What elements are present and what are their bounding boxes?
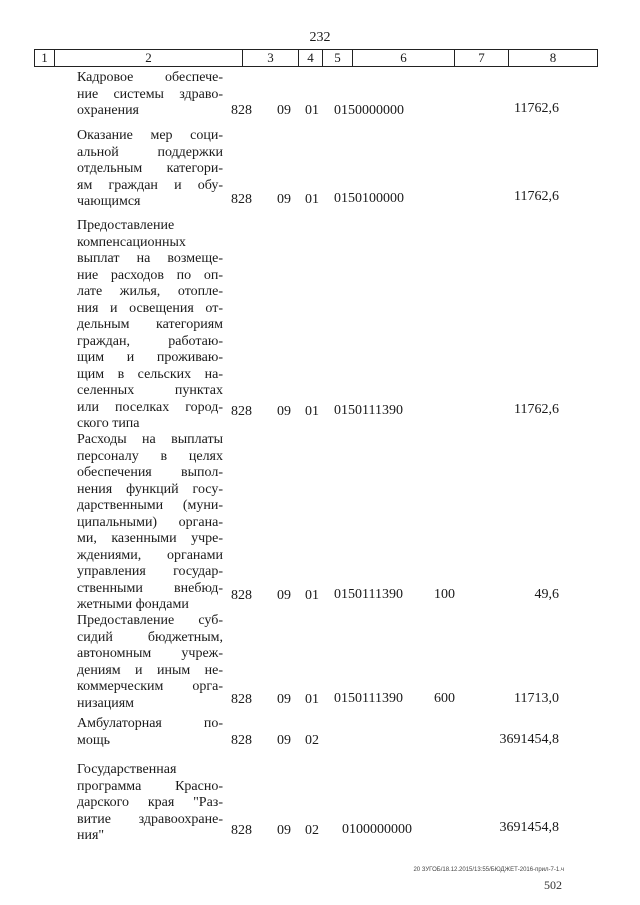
- col3-value: 828: [231, 823, 252, 838]
- col8-value: 3691454,8: [499, 820, 559, 835]
- col8-value: 3691454,8: [499, 732, 559, 747]
- desc-line: дарственными (муни-: [77, 498, 223, 513]
- desc-line: ского типа: [77, 416, 140, 431]
- col6-value: 0100000000: [342, 822, 412, 837]
- desc-line: обеспечения выпол-: [77, 465, 223, 480]
- col4-value: 09: [277, 404, 291, 419]
- header-col-7: 7: [455, 50, 509, 66]
- desc-line: дениям и иным не-: [77, 662, 223, 678]
- desc-line: Государственная: [77, 762, 177, 777]
- desc-line: лате жилья, отопле-: [77, 284, 223, 299]
- desc-line: ждениями, органами: [77, 547, 223, 563]
- header-col-1: 1: [35, 50, 55, 66]
- desc-line: или поселках город-: [77, 399, 223, 415]
- col4-value: 09: [277, 823, 291, 838]
- desc-line: ния и освещения от-: [77, 300, 223, 316]
- col5-value: 01: [305, 192, 319, 207]
- col8-value: 11762,6: [514, 402, 559, 417]
- page-number-top: 232: [309, 30, 331, 45]
- desc-line: ям граждан и обу-: [77, 177, 223, 193]
- row-description: [77, 432, 223, 614]
- footer-page-number: 502: [544, 878, 562, 892]
- col3-value: 828: [231, 588, 252, 603]
- row-description: [77, 613, 223, 712]
- desc-line: персоналу в целях: [77, 448, 223, 464]
- desc-line: ние системы здраво-: [77, 86, 223, 102]
- desc-line: ственными внебюд-: [77, 580, 223, 596]
- desc-line: дарского края "Раз-: [77, 795, 223, 810]
- col6-value: 0150111390: [334, 403, 403, 418]
- col6-value: 0150111390: [334, 587, 403, 602]
- col3-value: 828: [231, 192, 252, 207]
- col5-value: 01: [305, 588, 319, 603]
- row-description: [77, 70, 223, 120]
- header-col-6: 6: [353, 50, 455, 66]
- desc-line: компенсационных: [77, 234, 186, 250]
- desc-line: Предоставление суб-: [77, 613, 223, 628]
- desc-line: автономным учреж-: [77, 646, 223, 661]
- desc-line: чающимся: [77, 194, 141, 209]
- col6-value: 0150000000: [334, 103, 404, 118]
- col4-value: 09: [277, 588, 291, 603]
- desc-line: ния": [77, 828, 105, 843]
- col6-value: 0150111390: [334, 691, 403, 706]
- desc-line: Расходы на выплаты: [77, 432, 223, 447]
- desc-line: выплат на возмеще-: [77, 251, 223, 266]
- col5-value: 01: [305, 404, 319, 419]
- desc-line: жетными фондами: [77, 597, 189, 612]
- desc-line: Амбулаторная по-: [77, 716, 223, 731]
- col5-value: 01: [305, 692, 319, 707]
- row-description: [77, 128, 223, 211]
- desc-line: Кадровое обеспече-: [77, 70, 223, 85]
- header-col-3: 3: [243, 50, 299, 66]
- col7-value: 600: [434, 691, 455, 706]
- col3-value: 828: [231, 733, 252, 748]
- col6-value: 0150100000: [334, 191, 404, 206]
- desc-line: охранения: [77, 103, 139, 118]
- footer-document-code: 20 ЗУГОБ/18.12.2015/13:55/БЮДЖЕТ-2016-прил-7-1.ч: [413, 867, 564, 873]
- desc-line: щим в сельских на-: [77, 366, 223, 382]
- col3-value: 828: [231, 404, 252, 419]
- desc-line: мощь: [77, 732, 111, 748]
- desc-line: альной поддержки: [77, 144, 223, 160]
- col4-value: 09: [277, 192, 291, 207]
- header-col-8: 8: [549, 50, 557, 65]
- desc-line: дельным категориям: [77, 317, 223, 332]
- desc-line: отдельным категори-: [77, 161, 223, 176]
- desc-line: Предоставление: [77, 218, 175, 233]
- col4-value: 09: [277, 692, 291, 707]
- header-col-5: 5: [323, 50, 353, 66]
- col3-value: 828: [231, 103, 252, 118]
- desc-line: селенных пунктах: [77, 383, 223, 398]
- desc-line: щим и проживаю-: [77, 350, 223, 365]
- desc-line: ципальными) органа-: [77, 514, 223, 530]
- col8-value: 11762,6: [514, 101, 559, 116]
- header-col-4: 4: [299, 50, 323, 66]
- desc-line: сидий бюджетным,: [77, 629, 223, 645]
- col4-value: 09: [277, 103, 291, 118]
- desc-line: низациям: [77, 695, 135, 711]
- col8-value: 11713,0: [514, 691, 559, 706]
- desc-line: ние расходов по оп-: [77, 267, 223, 283]
- row-description: [77, 762, 223, 845]
- col4-value: 09: [277, 733, 291, 748]
- desc-line: граждан, работаю-: [77, 333, 223, 349]
- desc-line: коммерческим орга-: [77, 679, 223, 694]
- header-col-2: 2: [55, 50, 243, 66]
- col5-value: 02: [305, 823, 319, 838]
- desc-line: программа Красно-: [77, 778, 223, 794]
- row-description: [77, 716, 223, 749]
- desc-line: нения функций госу-: [77, 481, 223, 497]
- desc-line: витие здравоохране-: [77, 811, 223, 827]
- col8-value: 49,6: [534, 587, 559, 602]
- desc-line: Оказание мер соци-: [77, 128, 223, 143]
- col3-value: 828: [231, 692, 252, 707]
- col5-value: 01: [305, 103, 319, 118]
- col8-value: 11762,6: [514, 189, 559, 204]
- col5-value: 02: [305, 733, 319, 748]
- table-header: [34, 49, 598, 67]
- col7-value: 100: [434, 587, 455, 602]
- desc-line: ми, казенными учре-: [77, 531, 223, 546]
- row-description: [77, 218, 223, 433]
- desc-line: управления государ-: [77, 564, 223, 579]
